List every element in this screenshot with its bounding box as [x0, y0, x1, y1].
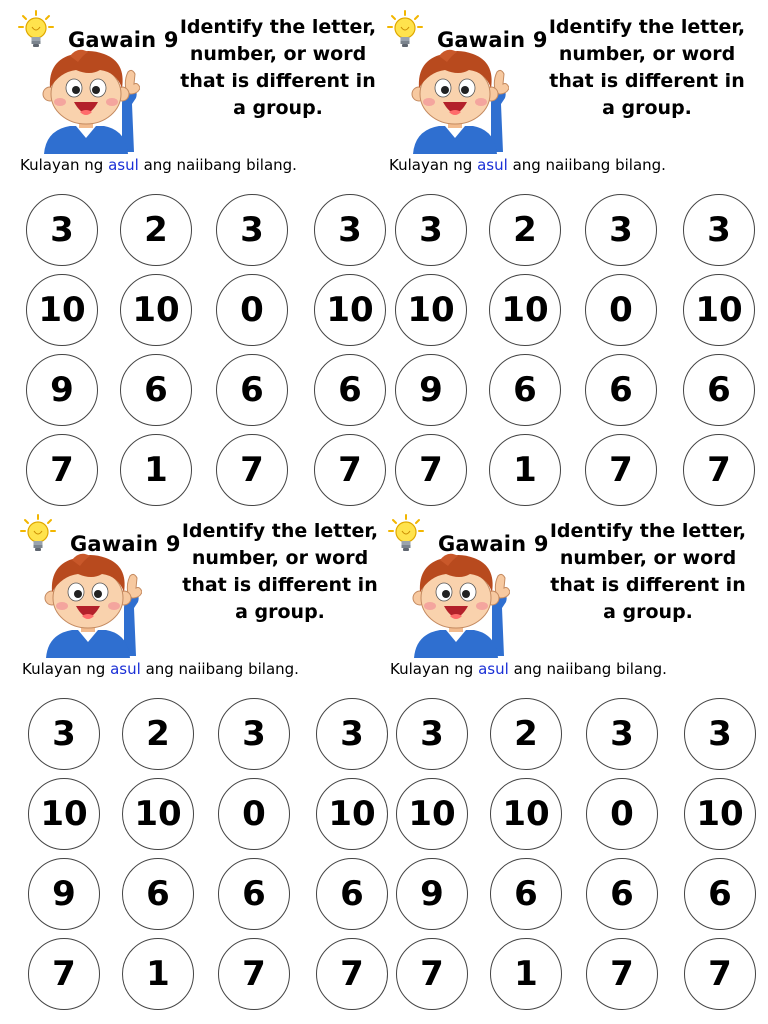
number-circle[interactable]: 1 — [120, 434, 192, 506]
number-circle-grid — [396, 698, 756, 1010]
number-circle[interactable]: 6 — [316, 858, 388, 930]
number-circle[interactable]: 10 — [122, 778, 194, 850]
number-circle[interactable]: 7 — [218, 938, 290, 1010]
number-circle[interactable]: 0 — [585, 274, 657, 346]
number-circle[interactable]: 6 — [683, 354, 755, 426]
number-circle[interactable]: 3 — [396, 698, 468, 770]
worksheet-panel-bottom-right — [382, 508, 760, 1013]
task-suffix: ang naiibang bilang. — [507, 156, 666, 174]
number-circle[interactable]: 7 — [586, 938, 658, 1010]
number-circle[interactable]: 9 — [396, 858, 468, 930]
number-circle[interactable]: 7 — [396, 938, 468, 1010]
number-circle[interactable]: 0 — [216, 274, 288, 346]
number-circle[interactable]: 9 — [26, 354, 98, 426]
number-circle[interactable]: 10 — [683, 274, 755, 346]
task-text — [390, 660, 667, 678]
task-prefix: Kulayan ng — [390, 660, 479, 678]
number-circle[interactable]: 10 — [395, 274, 467, 346]
worksheet-panel-top-right — [381, 4, 759, 509]
number-circle[interactable]: 6 — [122, 858, 194, 930]
number-circle[interactable]: 6 — [489, 354, 561, 426]
boy-pointing-icon — [32, 546, 142, 658]
number-circle[interactable]: 6 — [586, 858, 658, 930]
activity-title: Gawain 9 — [437, 28, 548, 52]
number-circle[interactable]: 7 — [28, 938, 100, 1010]
number-circle[interactable]: 9 — [395, 354, 467, 426]
number-circle[interactable]: 7 — [395, 434, 467, 506]
number-circle[interactable]: 3 — [216, 194, 288, 266]
number-circle[interactable]: 9 — [28, 858, 100, 930]
number-circle[interactable]: 1 — [122, 938, 194, 1010]
number-circle[interactable]: 7 — [585, 434, 657, 506]
number-circle[interactable]: 2 — [489, 194, 561, 266]
number-circle[interactable]: 1 — [490, 938, 562, 1010]
task-color-word: asul — [478, 660, 509, 678]
task-prefix: Kulayan ng — [20, 156, 109, 174]
number-circle[interactable]: 10 — [396, 778, 468, 850]
number-circle[interactable]: 6 — [314, 354, 386, 426]
boy-pointing-icon — [400, 546, 510, 658]
number-circle[interactable]: 10 — [490, 778, 562, 850]
number-circle[interactable]: 2 — [490, 698, 562, 770]
number-circle[interactable]: 3 — [586, 698, 658, 770]
number-circle-grid — [28, 698, 388, 1010]
number-circle[interactable]: 1 — [489, 434, 561, 506]
number-circle[interactable]: 7 — [314, 434, 386, 506]
number-circle[interactable]: 10 — [489, 274, 561, 346]
number-circle[interactable]: 2 — [120, 194, 192, 266]
instruction-text: Identify the letter, number, or word that is different in a group. — [548, 16, 746, 119]
activity-title: Gawain 9 — [70, 532, 181, 556]
number-circle[interactable]: 10 — [316, 778, 388, 850]
task-color-word: asul — [477, 156, 508, 174]
number-circle[interactable]: 3 — [585, 194, 657, 266]
boy-pointing-icon — [399, 42, 509, 154]
boy-pointing-icon — [30, 42, 140, 154]
number-circle[interactable]: 7 — [684, 938, 756, 1010]
number-circle[interactable]: 6 — [216, 354, 288, 426]
number-circle[interactable]: 0 — [586, 778, 658, 850]
task-suffix: ang naiibang bilang. — [140, 660, 299, 678]
number-circle[interactable]: 3 — [395, 194, 467, 266]
number-circle[interactable]: 3 — [218, 698, 290, 770]
worksheet-panel-top-left — [12, 4, 390, 509]
number-circle[interactable]: 10 — [684, 778, 756, 850]
task-text — [22, 660, 299, 678]
number-circle[interactable]: 0 — [218, 778, 290, 850]
number-circle[interactable]: 3 — [316, 698, 388, 770]
number-circle[interactable]: 3 — [314, 194, 386, 266]
number-circle[interactable]: 3 — [28, 698, 100, 770]
number-circle[interactable]: 6 — [585, 354, 657, 426]
number-circle[interactable]: 7 — [26, 434, 98, 506]
task-suffix: ang naiibang bilang. — [508, 660, 667, 678]
number-circle[interactable]: 2 — [122, 698, 194, 770]
worksheet-panel-bottom-left — [14, 508, 392, 1013]
number-circle[interactable]: 6 — [218, 858, 290, 930]
number-circle[interactable]: 7 — [316, 938, 388, 1010]
task-suffix: ang naiibang bilang. — [138, 156, 297, 174]
task-text — [20, 156, 297, 174]
instruction-text: Identify the letter, number, or word that is different in a group. — [179, 16, 377, 119]
activity-title: Gawain 9 — [438, 532, 549, 556]
number-circle[interactable]: 3 — [683, 194, 755, 266]
number-circle-grid — [26, 194, 386, 506]
number-circle-grid — [395, 194, 755, 506]
task-color-word: asul — [108, 156, 139, 174]
number-circle[interactable]: 10 — [120, 274, 192, 346]
number-circle[interactable]: 10 — [28, 778, 100, 850]
activity-title: Gawain 9 — [68, 28, 179, 52]
instruction-text: Identify the letter, number, or word that is different in a group. — [549, 520, 747, 623]
number-circle[interactable]: 6 — [490, 858, 562, 930]
number-circle[interactable]: 6 — [684, 858, 756, 930]
number-circle[interactable]: 7 — [216, 434, 288, 506]
task-prefix: Kulayan ng — [22, 660, 111, 678]
task-text — [389, 156, 666, 174]
task-color-word: asul — [110, 660, 141, 678]
number-circle[interactable]: 10 — [26, 274, 98, 346]
number-circle[interactable]: 10 — [314, 274, 386, 346]
number-circle[interactable]: 6 — [120, 354, 192, 426]
number-circle[interactable]: 7 — [683, 434, 755, 506]
number-circle[interactable]: 3 — [684, 698, 756, 770]
task-prefix: Kulayan ng — [389, 156, 478, 174]
number-circle[interactable]: 3 — [26, 194, 98, 266]
instruction-text: Identify the letter, number, or word that is different in a group. — [181, 520, 379, 623]
